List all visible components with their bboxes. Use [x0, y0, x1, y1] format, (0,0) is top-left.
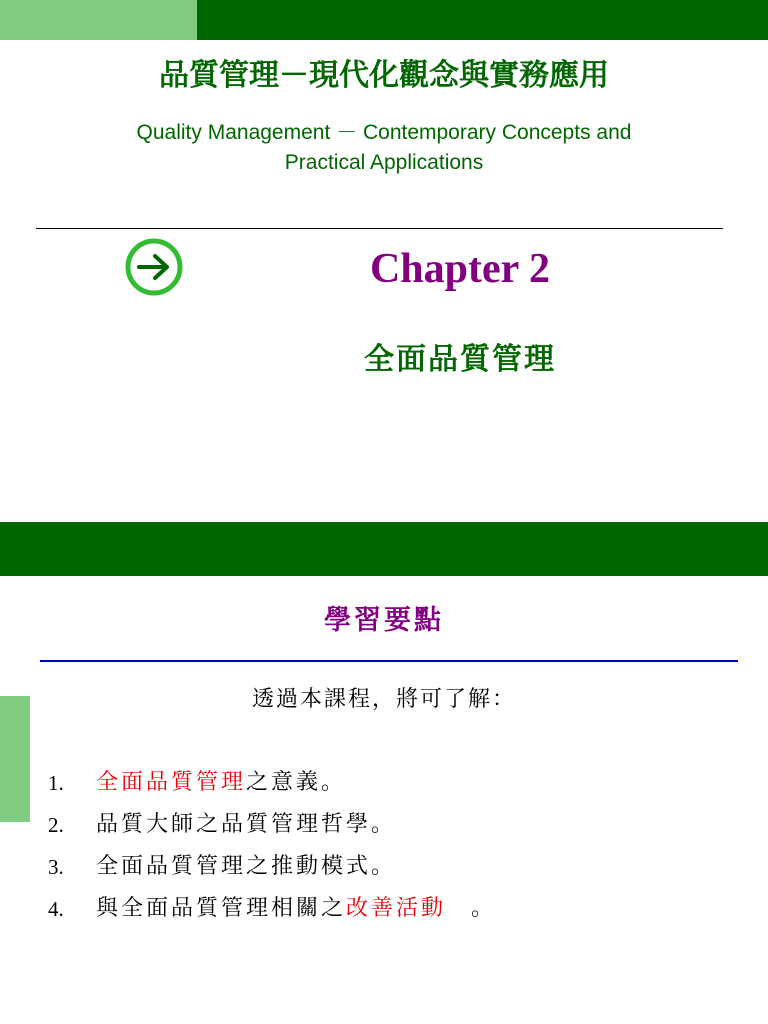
- list-item-text: [96, 892, 496, 934]
- list-item-highlight: 改善活動: [346, 896, 447, 921]
- book-subtitle-line2: Practical Applications: [284, 151, 484, 174]
- list-item-number: 3.: [48, 855, 64, 879]
- top-band-dark: [197, 0, 768, 40]
- list-item-pre: 與全面品質管理相關之: [96, 896, 347, 921]
- intro-text: 透過本課程，將可了解：: [251, 687, 516, 712]
- top-band-light: [0, 0, 197, 40]
- title-divider: [36, 228, 723, 229]
- chapter-heading: Chapter 2: [369, 246, 551, 292]
- list-item-pre: 全面品質管理之推動模式。: [96, 854, 397, 879]
- list-item-number: 2.: [48, 813, 64, 837]
- chapter-subtitle: 全面品質管理: [364, 342, 556, 377]
- side-accent-bar: [0, 696, 30, 822]
- list-item: [48, 766, 748, 808]
- list-item-post: 。: [446, 896, 497, 921]
- list-item-text: [96, 766, 346, 808]
- list-item-text: [96, 850, 396, 892]
- book-subtitle-line1: Quality Management － Contemporary Concepts and: [136, 121, 632, 144]
- list-item-pre: 品質大師之品質管理哲學。: [96, 812, 397, 837]
- slide-header-band: [0, 522, 768, 576]
- list-item: [48, 808, 748, 850]
- learning-points-title: 學習要點: [324, 605, 444, 636]
- book-subtitle: [60, 118, 708, 178]
- book-title: 品質管理－現代化觀念與實務應用: [159, 58, 609, 93]
- arrow-right-circle-icon[interactable]: [124, 237, 184, 297]
- list-item-post: 之意義。: [246, 770, 347, 795]
- learning-points-list: [48, 766, 748, 934]
- list-item-number: 1.: [48, 771, 64, 795]
- list-item: [48, 892, 748, 934]
- list-item: [48, 850, 748, 892]
- list-item-highlight: 全面品質管理: [96, 770, 247, 795]
- learning-points-divider: [40, 660, 738, 662]
- list-item-number: 4.: [48, 897, 64, 921]
- list-item-text: [96, 808, 396, 850]
